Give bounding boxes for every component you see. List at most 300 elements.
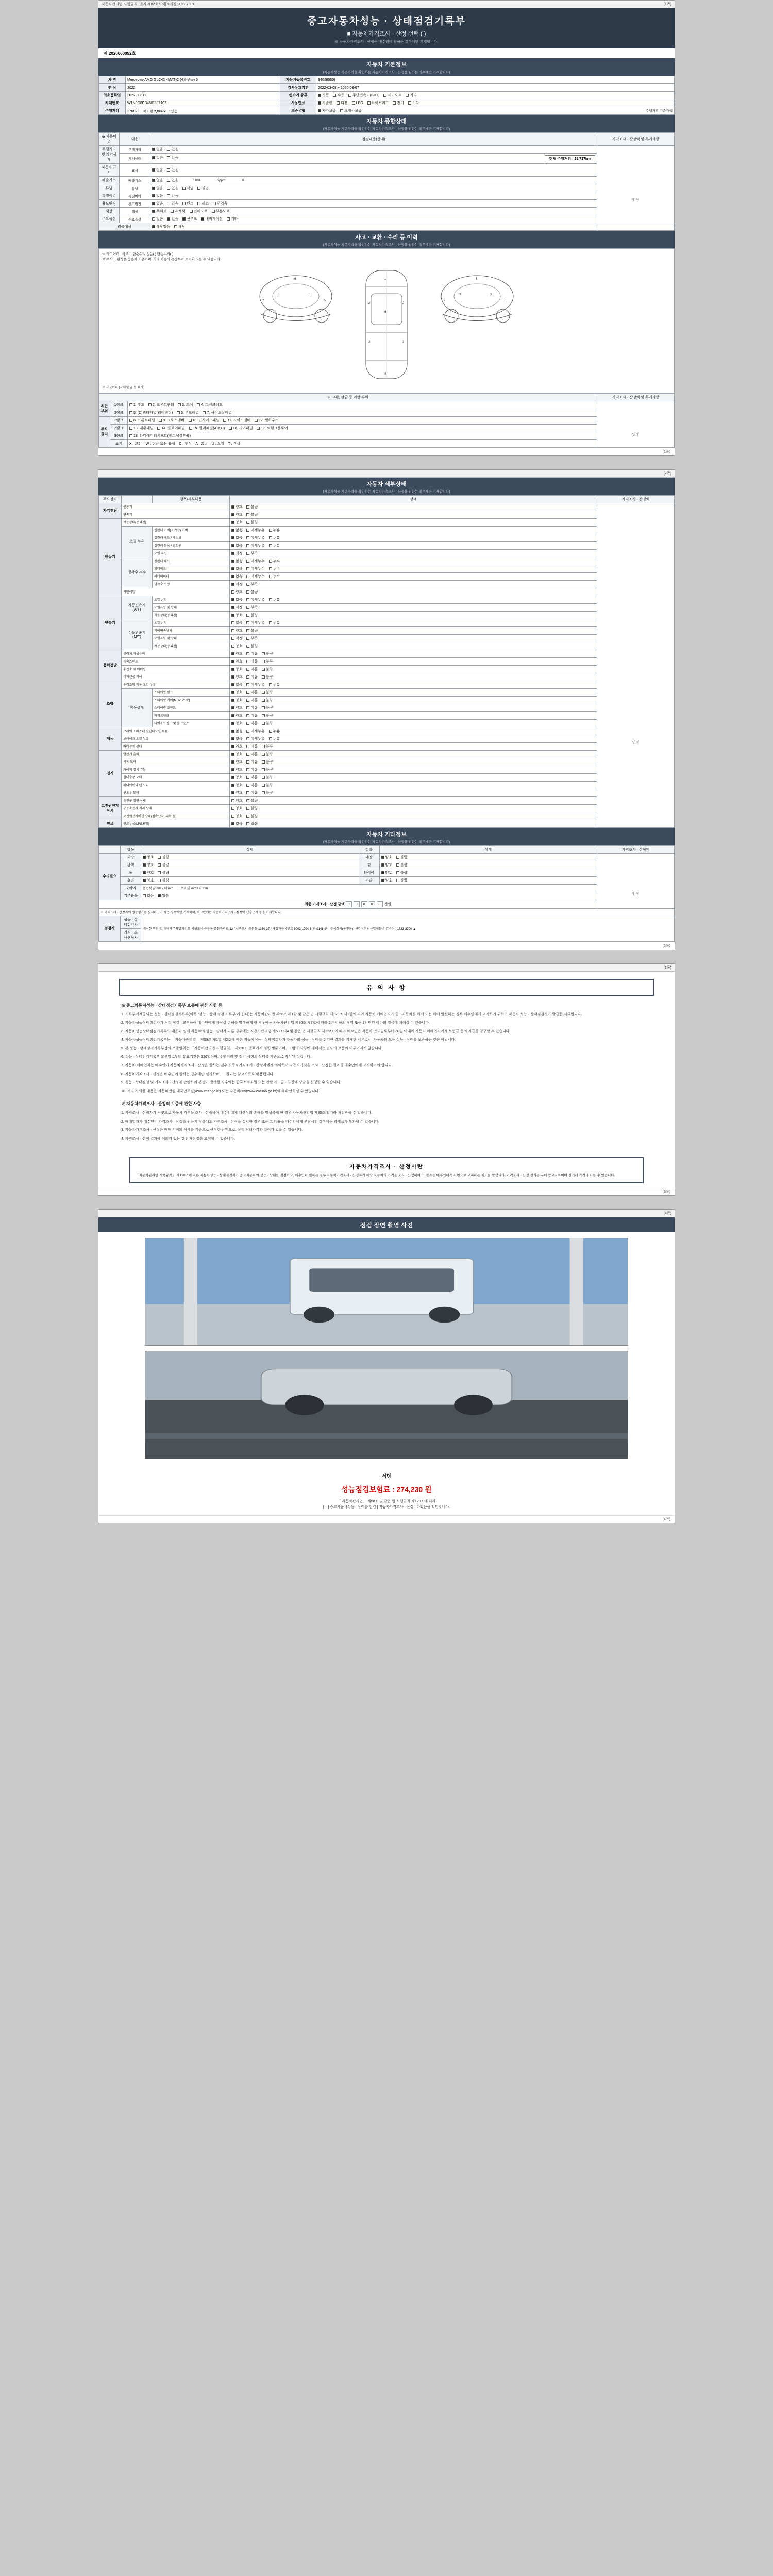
price-digit-5: 0 xyxy=(377,901,383,907)
checkbox-opt-yes[interactable]: 있음 xyxy=(167,216,178,222)
checkbox-fan-fair[interactable]: 미흡 xyxy=(246,783,258,788)
checkbox-tierod-fair[interactable]: 미흡 xyxy=(246,721,258,726)
price-digit-1: 0 xyxy=(346,901,352,907)
state-propeller-shaft xyxy=(230,665,597,673)
checkbox-basic-yes[interactable] xyxy=(158,893,169,899)
checkbox-mcyl-leak[interactable]: 누유 xyxy=(269,728,280,734)
checkbox-cv-bad[interactable]: 불량 xyxy=(262,659,273,664)
checkbox-use-none[interactable]: 없음 xyxy=(152,201,163,206)
col-price-remark: 가격조사 · 산정액 및 특기사항 xyxy=(597,133,675,146)
checkbox-opt-nav[interactable]: 내비게이션 xyxy=(201,216,223,222)
table-row xyxy=(99,916,675,928)
state-oil-level xyxy=(230,549,597,557)
checkbox-at-minor[interactable]: 미세누유 xyxy=(246,597,264,602)
table-row xyxy=(99,596,675,603)
frame-rank2-items xyxy=(128,424,597,432)
svg-text:2: 2 xyxy=(444,299,446,302)
checkbox-head-none[interactable]: 없음 xyxy=(231,535,243,540)
table-row xyxy=(99,673,675,681)
checkbox-tierod-good[interactable]: 양호 xyxy=(231,721,243,726)
checkbox-opt-etc[interactable]: 기타 xyxy=(227,216,238,222)
checkbox-warranty-insurer[interactable] xyxy=(340,108,362,113)
checkbox-int-bad[interactable]: 불량 xyxy=(396,855,408,860)
checkbox-glass-good[interactable]: 양호 xyxy=(143,878,154,883)
item-floor-panel[interactable] xyxy=(157,426,185,431)
checkbox-ext-good[interactable]: 양호 xyxy=(143,855,154,860)
checkbox-sjoint-good[interactable]: 양호 xyxy=(231,705,243,710)
checkbox-blower-fair[interactable]: 미흡 xyxy=(246,775,258,780)
sheet-4-footer: (4쪽) xyxy=(98,1515,675,1523)
label-first-reg: 최초등록일 xyxy=(99,92,126,99)
group-appearance: 수리필요 xyxy=(99,853,121,900)
checkbox-sgear-fair[interactable]: 미흡 xyxy=(246,698,258,703)
checkbox-clutch-good[interactable]: 양호 xyxy=(231,651,243,656)
checkbox-tire-good[interactable]: 양호 xyxy=(381,870,393,875)
checkbox-charge-bad[interactable]: 불량 xyxy=(246,798,258,803)
overall-sign-text: 인정 xyxy=(632,198,640,202)
state-at-oil-state xyxy=(230,603,597,611)
table-row xyxy=(99,164,675,177)
checkbox-pcrank-fair[interactable]: 미흡 xyxy=(246,713,258,718)
checkbox-trans-cvt[interactable] xyxy=(348,93,379,98)
checkbox-batt-bad[interactable]: 불량 xyxy=(246,806,258,811)
item-door[interactable] xyxy=(178,402,193,408)
checkbox-atidle-good[interactable]: 양호 xyxy=(231,613,243,618)
checkbox-alt-good[interactable]: 양호 xyxy=(231,752,243,757)
checkbox-color-full-repaint[interactable]: 전체도색 xyxy=(190,209,208,214)
table-row xyxy=(99,439,675,447)
checkbox-glass-bad[interactable]: 불량 xyxy=(158,878,169,883)
checkbox-wpump-leak[interactable]: 누수 xyxy=(269,566,280,571)
item-front-panel[interactable] xyxy=(129,418,155,423)
checkbox-ext-bad[interactable]: 불량 xyxy=(158,855,169,860)
item-front-fender[interactable] xyxy=(148,402,174,408)
legend-x: X : 교환 xyxy=(129,442,142,446)
checkbox-sgear-bad[interactable]: 불량 xyxy=(262,698,273,703)
checkbox-use-commercial[interactable]: 영업용 xyxy=(213,201,227,206)
checkbox-cv-good[interactable]: 양호 xyxy=(231,659,243,664)
checkbox-starter-fair[interactable]: 미흡 xyxy=(246,759,258,765)
checkbox-use-yes[interactable]: 있음 xyxy=(167,201,178,206)
checkbox-mtoil-low[interactable]: 부족 xyxy=(246,636,258,641)
checkbox-basic-none[interactable] xyxy=(143,893,154,899)
checkbox-at-none[interactable]: 없음 xyxy=(231,597,243,602)
checkbox-color-partial-repaint[interactable]: 부분도색 xyxy=(212,209,230,214)
checkbox-polish-good[interactable]: 양호 xyxy=(143,862,154,868)
declaration-title: 자동차가격조사 · 산정이란 xyxy=(349,1164,424,1170)
checkbox-idle-good[interactable]: 양호 xyxy=(231,520,243,525)
group-transmission: 변속기 xyxy=(99,596,122,650)
checkbox-trans-manual[interactable] xyxy=(333,93,344,98)
table-row xyxy=(99,92,675,99)
state-wheel xyxy=(379,861,597,869)
value-first-reg: 2022-03-08 xyxy=(126,92,280,99)
group-fuel: 연료 xyxy=(99,820,122,827)
inspection-photo-underbody xyxy=(145,1351,628,1459)
checkbox-boil-minor[interactable]: 미세누유 xyxy=(246,736,264,741)
checkbox-blower-good[interactable]: 양호 xyxy=(231,775,243,780)
frame-rank1-items xyxy=(128,416,597,424)
item-side-sill[interactable] xyxy=(203,410,231,415)
checkbox-atidle-bad[interactable]: 불량 xyxy=(246,613,258,618)
row-sub-instrument: 계기상태 xyxy=(120,154,150,164)
checkbox-mcyl-minor[interactable]: 미세누유 xyxy=(246,728,264,734)
document-footer-note xyxy=(98,1499,675,1515)
state-radiator-fan xyxy=(230,781,597,789)
table-row xyxy=(99,908,675,916)
checkbox-mtidle-good[interactable]: 양호 xyxy=(231,643,243,649)
item-wheel-house[interactable] xyxy=(255,418,279,423)
table-row xyxy=(99,781,675,789)
item-quarter-panel[interactable] xyxy=(129,410,173,415)
checkbox-atoil-low[interactable]: 부족 xyxy=(246,605,258,610)
checkbox-prop-fair[interactable]: 미흡 xyxy=(246,667,258,672)
checkbox-coolant-low[interactable]: 부족 xyxy=(246,582,258,587)
checkbox-window-bad[interactable]: 불량 xyxy=(262,790,273,795)
svg-text:6: 6 xyxy=(476,277,478,281)
checkbox-engine-diag-bad[interactable]: 불량 xyxy=(246,504,258,510)
checkbox-rocker-leak[interactable]: 누유 xyxy=(269,528,280,533)
checkbox-mt-leak[interactable]: 누유 xyxy=(269,620,280,625)
item-wheel-house-label: 12. 휠하우스 xyxy=(259,418,279,422)
sheet-3-page-number: (3쪽) xyxy=(663,965,671,970)
label-car-name: 차 명 xyxy=(99,76,126,84)
checkbox-inst-yes[interactable]: 있음 xyxy=(167,155,178,160)
checkbox-wiper-good[interactable]: 양호 xyxy=(231,767,243,772)
sub-coolant-leak: 냉각수 누수 xyxy=(122,557,153,588)
emission-val-3: % xyxy=(241,179,245,182)
checkbox-batt-good[interactable]: 양호 xyxy=(231,806,243,811)
item-trunk-lid[interactable] xyxy=(197,402,223,408)
section-accident-band xyxy=(98,231,675,248)
checkbox-special-none[interactable]: 없음 xyxy=(152,193,163,198)
state-battery-isolation xyxy=(230,804,597,812)
item-trunk-floor[interactable] xyxy=(257,426,288,431)
checkbox-ps-leak[interactable]: 누유 xyxy=(269,682,280,687)
checkbox-crail-bad[interactable]: 불량 xyxy=(246,589,258,595)
checkbox-rad-none[interactable]: 없음 xyxy=(231,574,243,579)
checkbox-fuel-ev[interactable] xyxy=(393,100,404,106)
checkbox-tire-bad[interactable]: 불량 xyxy=(396,870,408,875)
legend-a: A : 흠집 xyxy=(195,442,208,446)
checkbox-inst-none[interactable]: 없음 xyxy=(152,155,163,160)
checkbox-rocker-minor[interactable]: 미세누유 xyxy=(246,528,264,533)
checkbox-atoil-ok[interactable]: 적정 xyxy=(231,605,243,610)
checkbox-prop-bad[interactable]: 불량 xyxy=(262,667,273,672)
item-radiator-support[interactable] xyxy=(129,433,191,438)
declaration-body: 「자동차관리법 시행규칙」 제120조에 따른 자동차성능 · 상태점검자가 중고자동차의 성능 · 상태를 점검하고, 매수인이 원하는 경우 자동차가격조사 · 산정자가 해당 자동차의 가격을 조사 · 산정하여 그 결과를 매수인에게 서면으로 고지하는 제도를 말합니다. 가격조사 · 산정 결과는 구매 참고자료이며 실거래 가격과 다를 수 있습니다. xyxy=(136,1173,615,1177)
checkbox-sgear-good[interactable]: 양호 xyxy=(231,698,243,703)
item-floor-panel-label: 14. 플로어패널 xyxy=(161,426,185,430)
group-steering: 조향 xyxy=(99,681,122,727)
value-seats: 5인승 xyxy=(169,109,178,113)
item-pillar-panel[interactable] xyxy=(189,426,225,431)
checkbox-oil-ok[interactable]: 적정 xyxy=(231,551,243,556)
accident-legend xyxy=(102,252,671,262)
table-row xyxy=(99,200,675,208)
label-tire-depth: 타이어 xyxy=(121,884,141,892)
item-dash-panel[interactable] xyxy=(129,426,154,431)
checkbox-special-yes[interactable]: 있음 xyxy=(167,193,178,198)
notice-title: 유 의 사 항 xyxy=(119,979,654,996)
row-sub-vehicle-mark: 표시 xyxy=(120,164,150,177)
state-polish xyxy=(141,861,359,869)
checkbox-etc-good[interactable]: 양호 xyxy=(381,878,393,883)
checkbox-fan-bad[interactable]: 불량 xyxy=(262,783,273,788)
checkbox-warranty-self[interactable] xyxy=(318,108,336,113)
legend-c: C : 부식 xyxy=(179,442,192,446)
item-inside-panel[interactable] xyxy=(189,418,220,423)
checkbox-ps-none[interactable]: 없음 xyxy=(231,682,243,687)
checkbox-booster-good[interactable]: 양호 xyxy=(231,744,243,749)
checkbox-wiper-bad[interactable]: 불량 xyxy=(262,767,273,772)
checkbox-head-minor[interactable]: 미세누유 xyxy=(246,535,264,540)
checkbox-spump-bad[interactable]: 불량 xyxy=(262,690,273,695)
checkbox-alt-fair[interactable]: 미흡 xyxy=(246,752,258,757)
col-state: 상태 xyxy=(230,495,597,503)
checkbox-pcrank-bad[interactable]: 불량 xyxy=(262,713,273,718)
checkbox-chead-leak[interactable]: 누수 xyxy=(269,558,280,564)
checkbox-gear-good[interactable]: 양호 xyxy=(231,628,243,633)
item-gear-shift: 기어변속장치 xyxy=(153,626,230,634)
checkbox-boil-none[interactable]: 없음 xyxy=(231,736,243,741)
checkbox-fuelleak-none[interactable]: 없음 xyxy=(231,821,243,826)
item-cross-member[interactable] xyxy=(159,418,184,423)
checkbox-prop-good[interactable]: 양호 xyxy=(231,667,243,672)
checkbox-use-rent[interactable]: 렌트 xyxy=(182,201,194,206)
section-overall-title: 자동차 종합상태 xyxy=(366,118,407,125)
item-steering-pump: 스티어링 펌프 xyxy=(153,688,230,696)
checkbox-fuel-etc[interactable] xyxy=(408,100,419,106)
checkbox-mileage-yes[interactable]: 있음 xyxy=(167,147,178,152)
item-blower: 실내송풍 모터 xyxy=(122,773,230,781)
checkbox-fuel-diesel[interactable] xyxy=(337,100,348,106)
checkbox-boil-leak[interactable]: 누유 xyxy=(269,736,280,741)
mileage-display-box: 현재 주행거리 : 25,717km xyxy=(545,155,595,162)
row-state-recall xyxy=(150,223,597,231)
checkbox-fan-good[interactable]: 양호 xyxy=(231,783,243,788)
checkbox-int-good[interactable]: 양호 xyxy=(381,855,393,860)
checkbox-sjoint-bad[interactable]: 불량 xyxy=(262,705,273,710)
row-sub-mileage: 주행거리 xyxy=(120,146,150,154)
checkbox-clutch-bad[interactable]: 불량 xyxy=(262,651,273,656)
checkbox-block-none[interactable]: 없음 xyxy=(231,543,243,548)
checkbox-sjoint-fair[interactable]: 미흡 xyxy=(246,705,258,710)
checkbox-fuel-gasoline-label: 가솔린 xyxy=(322,101,333,105)
checkbox-tuning-illegal[interactable]: 불법 xyxy=(197,185,209,191)
item-side-member[interactable] xyxy=(223,418,250,423)
checkbox-booster-bad[interactable]: 불량 xyxy=(262,744,273,749)
checkbox-fuel-diesel-label: 디젤 xyxy=(341,101,348,105)
checkbox-rocker-none[interactable]: 없음 xyxy=(231,528,243,533)
checkbox-mt-none[interactable]: 없음 xyxy=(231,620,243,625)
checkbox-clutch-fair[interactable]: 미흡 xyxy=(246,651,258,656)
checkbox-diff-good[interactable]: 양호 xyxy=(231,674,243,680)
checkbox-ps-minor[interactable]: 미세누유 xyxy=(246,682,264,687)
checkbox-at-leak[interactable]: 누유 xyxy=(269,597,280,602)
accident-parts-table xyxy=(98,393,675,448)
item-power-crank: 파워크랭크 xyxy=(153,711,230,719)
checkbox-wpump-minor[interactable]: 미세누수 xyxy=(246,566,264,571)
checkbox-opt-none[interactable]: 없음 xyxy=(152,216,163,222)
checkbox-wpump-none[interactable]: 없음 xyxy=(231,566,243,571)
checkbox-alt-bad[interactable]: 불량 xyxy=(262,752,273,757)
checkbox-idle-bad[interactable]: 불량 xyxy=(246,520,258,525)
checkbox-head-leak[interactable]: 누유 xyxy=(269,535,280,540)
document-number: 제 2026060052호 xyxy=(104,51,136,56)
item-engine-idle: 작동상태(공회전) xyxy=(122,518,230,526)
state-fuel-leak xyxy=(230,820,597,827)
checkbox-coolant-ok[interactable]: 적정 xyxy=(231,582,243,587)
label-warranty: 보증유형 xyxy=(280,107,316,115)
checkbox-color-chromatic[interactable]: 유채색 xyxy=(171,209,185,214)
row-state-tuning xyxy=(150,184,597,192)
checkbox-mtidle-bad[interactable]: 불량 xyxy=(246,643,258,649)
checkbox-blower-bad[interactable]: 불량 xyxy=(262,775,273,780)
checkbox-mtoil-ok[interactable]: 적정 xyxy=(231,636,243,641)
checkbox-tuning-yes[interactable]: 있음 xyxy=(167,185,178,191)
checkbox-mt-minor[interactable]: 미세누유 xyxy=(246,620,264,625)
table-row xyxy=(99,619,675,626)
item-hood[interactable] xyxy=(129,402,144,408)
state-rocker-cover xyxy=(230,526,597,534)
checkbox-tierod-bad[interactable]: 불량 xyxy=(262,721,273,726)
checkbox-booster-fair[interactable]: 미흡 xyxy=(246,744,258,749)
checkbox-crail-good[interactable]: 양호 xyxy=(231,589,243,595)
checkbox-rad-leak[interactable]: 누수 xyxy=(269,574,280,579)
checkbox-trans-auto[interactable] xyxy=(318,93,329,98)
sheet-3 xyxy=(98,963,675,1196)
table-row xyxy=(99,409,675,416)
checkbox-starter-good[interactable]: 양호 xyxy=(231,759,243,765)
insurance-fee-label: 성능점검보험료 : xyxy=(341,1485,395,1494)
checkbox-wiper-fair[interactable]: 미흡 xyxy=(246,767,258,772)
checkbox-wheel-good[interactable]: 양호 xyxy=(381,862,393,868)
frame-rank3-items xyxy=(128,432,597,439)
checkbox-wheel-bad[interactable]: 불량 xyxy=(396,862,408,868)
table-row xyxy=(99,99,675,107)
checkbox-charge-good[interactable]: 양호 xyxy=(231,798,243,803)
table-row xyxy=(99,853,675,861)
notice-item: 5. 본 성능 · 상태점검기록부상의 보증범위는 「자동차관리법 시행규칙」 제120조 별표에서 정한 범위이며, 그 밖의 사항에 대해서는 별도의 보증이 이루어지지 않습니다. xyxy=(121,1046,383,1050)
section-detail-title: 자동차 세부상태 xyxy=(366,481,407,487)
state-hv-wiring xyxy=(230,812,597,820)
sheet-4-header xyxy=(98,1210,675,1217)
checkbox-tuning-none[interactable]: 없음 xyxy=(152,185,163,191)
checkbox-room-bad[interactable]: 불량 xyxy=(158,870,169,875)
checkbox-gear-bad[interactable]: 불량 xyxy=(246,628,258,633)
checkbox-spump-fair[interactable]: 미흡 xyxy=(246,690,258,695)
checkbox-trans-semi[interactable] xyxy=(383,93,401,98)
checkbox-cv-fair[interactable]: 미흡 xyxy=(246,659,258,664)
checkbox-mark-yes[interactable]: 있음 xyxy=(167,167,178,173)
checkbox-oil-low[interactable]: 부족 xyxy=(246,551,258,556)
checkbox-trans-etc[interactable] xyxy=(406,93,417,98)
checkbox-mileage-none[interactable]: 없음 xyxy=(152,147,163,152)
checkbox-block-minor[interactable]: 미세누유 xyxy=(246,543,264,548)
checkbox-spump-good[interactable]: 양호 xyxy=(231,690,243,695)
checkbox-hvwire-good[interactable]: 양호 xyxy=(231,814,243,819)
checkbox-diff-bad[interactable]: 불량 xyxy=(262,674,273,680)
checkbox-chead-minor[interactable]: 미세누수 xyxy=(246,558,264,564)
table-row xyxy=(99,696,675,704)
item-charge-port: 충전구 절연 상태 xyxy=(122,796,230,804)
label-inspection: 검사유효기간 xyxy=(280,84,316,92)
final-price-note: ※ 가격조사 · 산정자에 성능평가를 실시하고자 하는 경우에만 기재하며, 비고란에는 자동차가격조사 · 산정액 산출근거 등을 기재합니다. xyxy=(99,908,675,916)
notice-item-2: 4. 가격조사 · 산정 결과에 이의가 있는 경우 재산정을 요청할 수 있습니다. xyxy=(121,1137,235,1141)
insurance-fee-value: 274,230 원 xyxy=(396,1485,432,1494)
col-other-price: 가격조사 · 산정액 xyxy=(597,845,675,853)
checkbox-tuning-legal[interactable]: 적법 xyxy=(182,185,194,191)
section-basic-info-sub: (자동차성능 기준가격을 확인하는 자동차가격조사 · 산정을 원하는 경우에만 기재합니다) xyxy=(323,71,450,74)
row-state-emission xyxy=(150,177,597,184)
legend-w: W : 판금 또는 용접 xyxy=(145,442,175,446)
checkbox-recall-na[interactable]: 해당없음 xyxy=(152,224,170,229)
checkbox-fuel-hybrid[interactable] xyxy=(367,100,389,106)
state-etc xyxy=(379,876,597,884)
document-title: 중고자동차성능 · 상태점검기록부 xyxy=(307,16,466,27)
checkbox-etc-bad[interactable]: 불량 xyxy=(396,878,408,883)
checkbox-mcyl-none[interactable]: 없음 xyxy=(231,728,243,734)
item-pillar-panel-label: 15. 필러패널(A,B,C) xyxy=(193,426,225,430)
table-row xyxy=(99,884,675,892)
checkbox-polish-bad[interactable]: 불량 xyxy=(158,862,169,868)
checkbox-chead-none[interactable]: 없음 xyxy=(231,558,243,564)
row-sub-special: 특별이력 xyxy=(120,192,150,200)
checkbox-trans-diag-bad[interactable]: 불량 xyxy=(246,512,258,517)
checkbox-fuel-gasoline[interactable] xyxy=(318,100,332,106)
sub-steering-working: 작동상태 xyxy=(122,688,153,727)
checkbox-emission-yes[interactable]: 있음 xyxy=(167,178,178,183)
checkbox-fuel-lpg[interactable] xyxy=(352,101,363,105)
sheet-2-header xyxy=(98,470,675,478)
checkbox-color-achromatic[interactable]: 무채색 xyxy=(152,209,166,214)
item-hv-wiring: 고전원전기배선 상태(접속단자, 피복 등) xyxy=(122,812,230,820)
checkbox-diff-fair[interactable]: 미흡 xyxy=(246,674,258,680)
checkbox-fuelleak-yes[interactable]: 있음 xyxy=(246,821,258,826)
checkbox-emission-none[interactable]: 없음 xyxy=(152,178,163,183)
checkbox-pcrank-good[interactable]: 양호 xyxy=(231,713,243,718)
notice-section-2-title: ※ 자동차가격조사 · 산정의 보증에 관한 사항 xyxy=(121,1101,201,1107)
sheet-1-footer: (1쪽) xyxy=(98,448,675,455)
checkbox-recall-yes[interactable]: 해당 xyxy=(174,224,186,229)
checkbox-engine-diag-good[interactable]: 양호 xyxy=(231,504,243,510)
checkbox-window-good[interactable]: 양호 xyxy=(231,790,243,795)
checkbox-window-fair[interactable]: 미흡 xyxy=(246,790,258,795)
checkbox-hvwire-bad[interactable]: 불량 xyxy=(246,814,258,819)
tire-depth-driver: 운전석 앞 mm / 뒤 mm xyxy=(143,887,173,890)
checkbox-starter-bad[interactable]: 불량 xyxy=(262,759,273,765)
table-row xyxy=(99,900,675,908)
item-polish: 광택 xyxy=(121,861,141,869)
checkbox-trans-diag-good[interactable]: 양호 xyxy=(231,512,243,517)
item-rear-panel[interactable] xyxy=(229,426,253,431)
mileage-display-value: 25,717km xyxy=(574,157,591,161)
table-row xyxy=(99,208,675,215)
state-engine-diag xyxy=(230,503,597,511)
checkbox-use-lease[interactable]: 리스 xyxy=(197,201,209,206)
value-displacement: 2,999cc xyxy=(154,109,166,113)
checkbox-opt-sunroof[interactable]: 선루프 xyxy=(182,216,197,222)
checkbox-rad-minor[interactable]: 미세누수 xyxy=(246,574,264,579)
svg-text:6: 6 xyxy=(384,310,386,314)
checkbox-block-leak[interactable]: 누유 xyxy=(269,543,280,548)
checkbox-mark-none[interactable]: 없음 xyxy=(152,167,163,173)
svg-text:2: 2 xyxy=(402,301,405,305)
table-row xyxy=(99,892,675,900)
item-roof-panel[interactable] xyxy=(177,410,199,415)
checkbox-room-good[interactable]: 양호 xyxy=(143,870,154,875)
